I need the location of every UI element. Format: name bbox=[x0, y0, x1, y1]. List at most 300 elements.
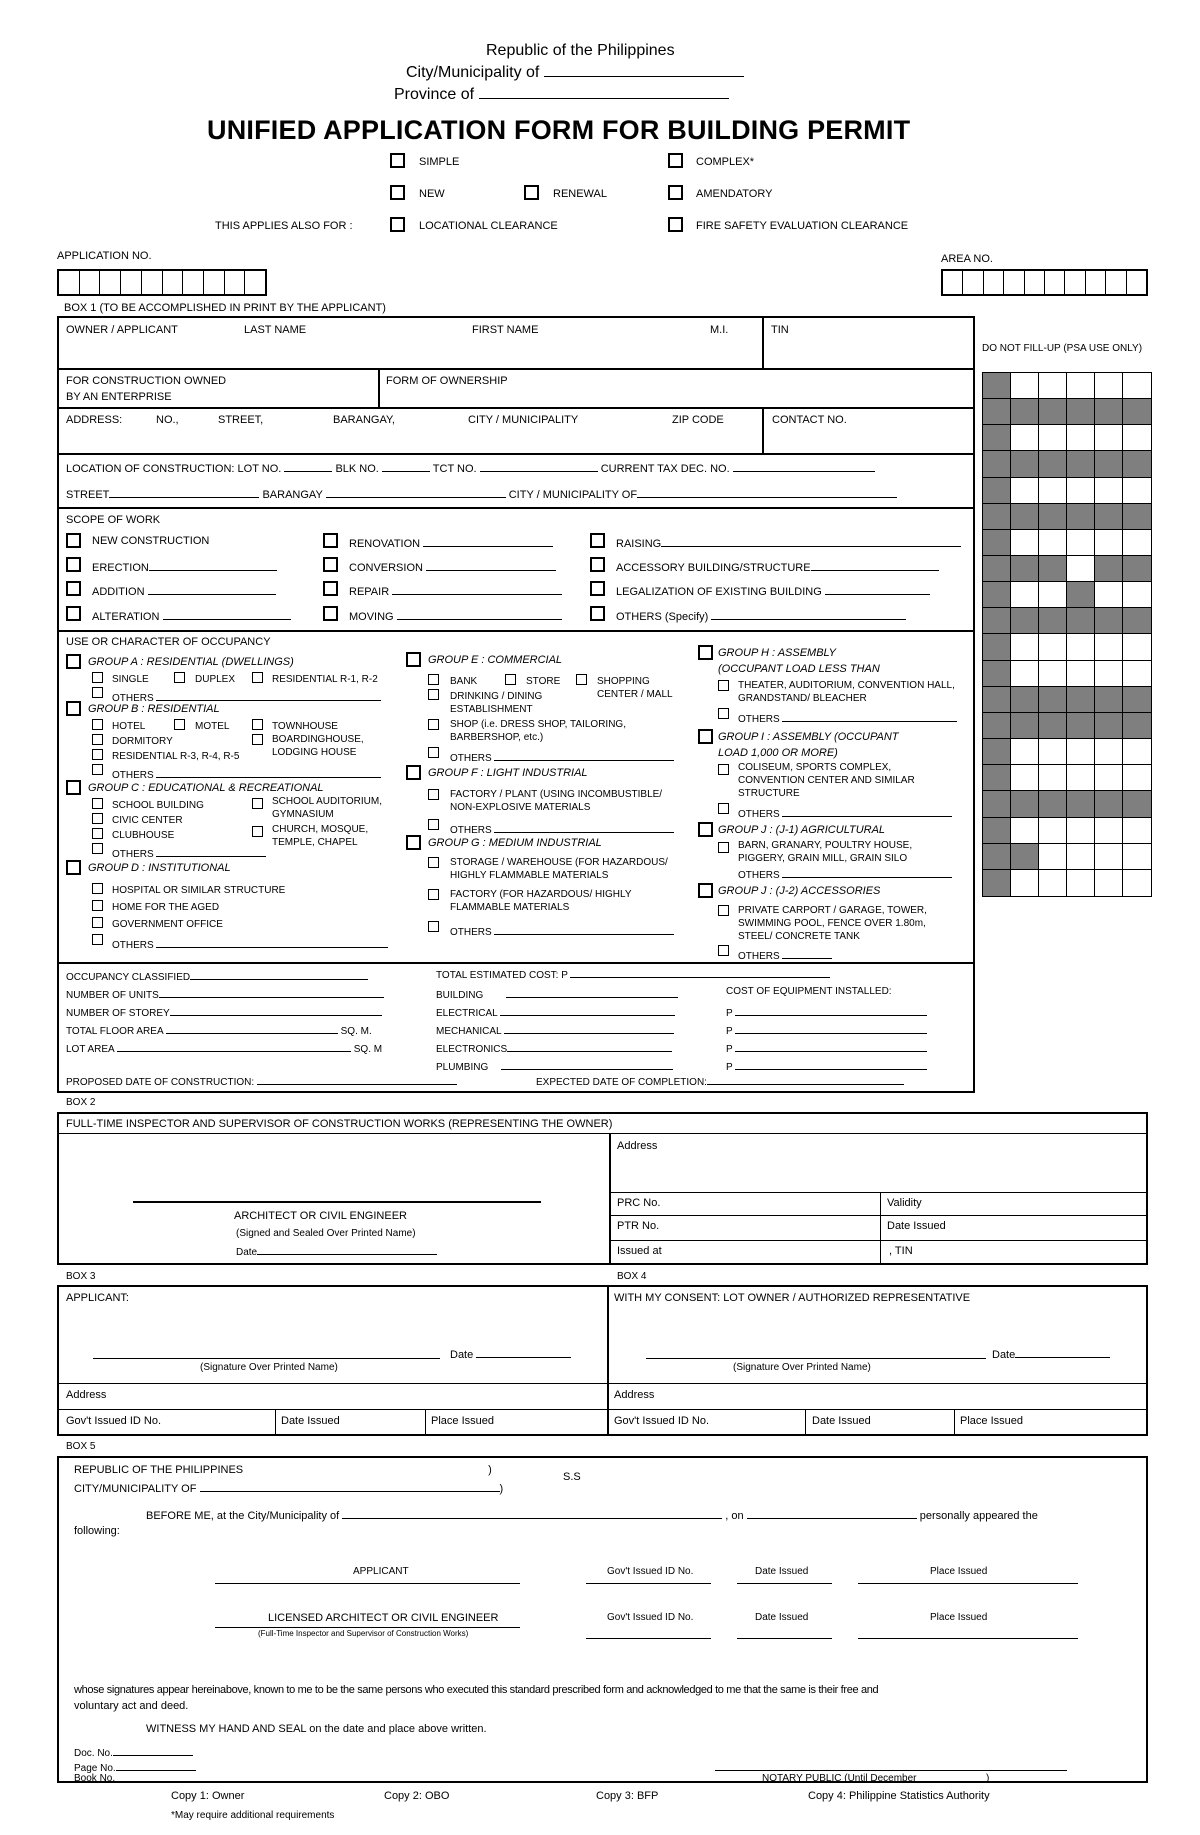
hospital-checkbox[interactable] bbox=[92, 883, 103, 894]
clubhouse-checkbox[interactable] bbox=[92, 828, 103, 839]
additional-requirements-note: *May require additional requirements bbox=[171, 1810, 335, 1821]
storage-warehouse-checkbox[interactable] bbox=[428, 857, 439, 868]
psa-grid-cell bbox=[1011, 634, 1039, 660]
psa-grid-cell bbox=[1011, 687, 1039, 713]
psa-grid-cell bbox=[1039, 634, 1067, 660]
carport-checkbox[interactable] bbox=[718, 905, 729, 916]
accessory-building-label: ACCESSORY BUILDING/STRUCTURE bbox=[616, 559, 939, 575]
consent-date: Date bbox=[992, 1346, 1110, 1362]
group-j1-checkbox[interactable] bbox=[698, 822, 713, 837]
renovation-checkbox[interactable] bbox=[323, 533, 338, 548]
single-checkbox[interactable] bbox=[92, 672, 103, 683]
psa-grid-cell bbox=[1123, 582, 1151, 608]
duplex-label: DUPLEX bbox=[195, 674, 236, 685]
engineer-date: Date bbox=[236, 1243, 437, 1259]
d-others-label: OTHERS bbox=[112, 936, 388, 952]
equipment-mechanical: P bbox=[726, 1022, 927, 1038]
issued-at-label: Issued at bbox=[617, 1245, 662, 1257]
whose-signatures-1: whose signatures appear hereinabove, known to me to be the same persons who executed this standard prescribed form and acknowledged to me that the same is their free and bbox=[74, 1684, 879, 1696]
structure-label: STRUCTURE bbox=[738, 788, 800, 799]
psa-grid-cell bbox=[983, 582, 1011, 608]
psa-grid-cell bbox=[1095, 661, 1123, 687]
shop-checkbox[interactable] bbox=[428, 719, 439, 730]
psa-grid-cell bbox=[1039, 478, 1067, 504]
psa-grid-cell bbox=[1123, 739, 1151, 765]
psa-grid-cell bbox=[1011, 870, 1039, 896]
alteration-label: ALTERATION bbox=[92, 608, 291, 624]
box3-label: BOX 3 bbox=[66, 1271, 96, 1282]
new-label: NEW bbox=[419, 188, 445, 200]
dress-shop-label: SHOP (i.e. DRESS SHOP, TAILORING, bbox=[450, 719, 626, 730]
store-label: STORE bbox=[526, 676, 561, 687]
home-aged-checkbox[interactable] bbox=[92, 900, 103, 911]
e-others-checkbox[interactable] bbox=[428, 747, 439, 758]
psa-grid-cell bbox=[1011, 765, 1039, 791]
scope-heading: SCOPE OF WORK bbox=[66, 514, 161, 526]
r1-r2-checkbox[interactable] bbox=[252, 672, 263, 683]
box5-label: BOX 5 bbox=[66, 1441, 96, 1452]
erection-checkbox[interactable] bbox=[66, 557, 81, 572]
psa-grid-cell bbox=[983, 870, 1011, 896]
center-mall-label: CENTER / MALL bbox=[597, 689, 673, 700]
address-no-label: NO., bbox=[156, 414, 179, 426]
psa-grid-cell bbox=[1011, 791, 1039, 817]
box3-box4 bbox=[57, 1285, 1148, 1436]
box5-gov-id-1: Gov't Issued ID No. bbox=[607, 1566, 694, 1577]
group-b-checkbox[interactable] bbox=[66, 701, 81, 716]
i-others-checkbox[interactable] bbox=[718, 803, 729, 814]
psa-grid-cell bbox=[1067, 844, 1095, 870]
b-others-label: OTHERS bbox=[112, 766, 381, 782]
psa-grid-cell bbox=[1123, 687, 1151, 713]
new-checkbox[interactable] bbox=[390, 185, 405, 200]
group-c-label: GROUP C : EDUCATIONAL & RECREATIONAL bbox=[88, 782, 324, 794]
psa-grid-cell bbox=[1095, 634, 1123, 660]
ptr-label: PTR No. bbox=[617, 1220, 660, 1232]
enterprise-label: FOR CONSTRUCTION OWNED bbox=[66, 375, 227, 387]
psa-grid-cell bbox=[1067, 399, 1095, 425]
school-auditorium-checkbox[interactable] bbox=[252, 798, 263, 809]
psa-grid-cell bbox=[1039, 844, 1067, 870]
civic-center-checkbox[interactable] bbox=[92, 813, 103, 824]
amendatory-checkbox[interactable] bbox=[668, 185, 683, 200]
school-building-checkbox[interactable] bbox=[92, 798, 103, 809]
box5-republic: REPUBLIC OF THE PHILIPPINES ) bbox=[74, 1464, 492, 1476]
page-no: Page No. bbox=[74, 1759, 196, 1775]
equipment-electrical: P bbox=[726, 1004, 927, 1020]
psa-grid-cell bbox=[1039, 451, 1067, 477]
psa-grid-cell bbox=[1095, 582, 1123, 608]
psa-grid-cell bbox=[1067, 765, 1095, 791]
group-i-label-2: LOAD 1,000 OR MORE) bbox=[718, 747, 838, 759]
area-no-label: AREA NO. bbox=[941, 253, 993, 265]
repair-checkbox[interactable] bbox=[323, 581, 338, 596]
group-b-label: GROUP B : RESIDENTIAL bbox=[88, 703, 220, 715]
contact-no-label: CONTACT NO. bbox=[772, 414, 847, 426]
group-d-label: GROUP D : INSTITUTIONAL bbox=[88, 862, 231, 874]
psa-grid-cell bbox=[983, 556, 1011, 582]
total-estimated-cost: TOTAL ESTIMATED COST: P bbox=[436, 966, 830, 982]
applicant-date: Date bbox=[450, 1346, 571, 1362]
a-others-checkbox[interactable] bbox=[92, 687, 103, 698]
group-e-checkbox[interactable] bbox=[406, 652, 421, 667]
r3-r5-checkbox[interactable] bbox=[92, 749, 103, 760]
flammable-label: FLAMMABLE MATERIALS bbox=[450, 902, 570, 913]
psa-grid-cell bbox=[1095, 425, 1123, 451]
box3-address-label: Address bbox=[66, 1389, 107, 1401]
single-label: SINGLE bbox=[112, 674, 149, 685]
group-j1-label: GROUP J : (J-1) AGRICULTURAL bbox=[718, 824, 886, 836]
c-others-label: OTHERS bbox=[112, 845, 266, 861]
building-cost: BUILDING bbox=[436, 986, 678, 1002]
consent-label: WITH MY CONSENT: LOT OWNER / AUTHORIZED REPRESENTATIVE bbox=[614, 1292, 971, 1304]
school-building-label: SCHOOL BUILDING bbox=[112, 800, 204, 811]
psa-grid-cell bbox=[1067, 661, 1095, 687]
grandstand-label: GRANDSTAND/ BLEACHER bbox=[738, 693, 867, 704]
church-checkbox[interactable] bbox=[252, 826, 263, 837]
hospital-label: HOSPITAL OR SIMILAR STRUCTURE bbox=[112, 885, 286, 896]
psa-grid-cell bbox=[1123, 373, 1151, 399]
raising-label: RAISING bbox=[616, 535, 961, 551]
psa-grid-cell bbox=[1039, 556, 1067, 582]
psa-grid-cell bbox=[983, 661, 1011, 687]
expected-completion: EXPECTED DATE OF COMPLETION: bbox=[536, 1073, 904, 1089]
psa-grid-cell bbox=[1095, 399, 1123, 425]
group-d-checkbox[interactable] bbox=[66, 860, 81, 875]
psa-grid-cell bbox=[1067, 530, 1095, 556]
boardinghouse-checkbox[interactable] bbox=[252, 734, 263, 745]
psa-grid-cell bbox=[1067, 818, 1095, 844]
before-me: BEFORE ME, at the City/Municipality of , on personally appeared the bbox=[146, 1507, 1038, 1523]
townhouse-checkbox[interactable] bbox=[252, 719, 263, 730]
box2 bbox=[57, 1112, 1148, 1265]
box5-place-1: Place Issued bbox=[930, 1566, 988, 1577]
psa-grid-cell bbox=[1011, 713, 1039, 739]
renewal-label: RENEWAL bbox=[553, 188, 607, 200]
group-f-checkbox[interactable] bbox=[406, 765, 421, 780]
school-auditorium-label: SCHOOL AUDITORIUM, bbox=[272, 796, 383, 807]
psa-grid-cell bbox=[1095, 765, 1123, 791]
addition-checkbox[interactable] bbox=[66, 581, 81, 596]
psa-grid-cell bbox=[983, 818, 1011, 844]
motel-checkbox[interactable] bbox=[174, 719, 185, 730]
psa-grid-cell bbox=[1039, 661, 1067, 687]
conversion-checkbox[interactable] bbox=[323, 557, 338, 572]
dormitory-checkbox[interactable] bbox=[92, 734, 103, 745]
psa-grid-cell bbox=[1011, 739, 1039, 765]
tin-label: TIN bbox=[771, 324, 789, 336]
f-others-checkbox[interactable] bbox=[428, 819, 439, 830]
psa-grid-cell bbox=[1039, 713, 1067, 739]
psa-grid-cell bbox=[1123, 661, 1151, 687]
box4-date-issued-label: Date Issued bbox=[812, 1415, 871, 1427]
renewal-checkbox[interactable] bbox=[524, 185, 539, 200]
group-g-checkbox[interactable] bbox=[406, 835, 421, 850]
number-units: NUMBER OF UNITS bbox=[66, 986, 384, 1002]
first-name-label: FIRST NAME bbox=[472, 324, 539, 336]
occupancy-heading: USE OR CHARACTER OF OCCUPANCY bbox=[66, 636, 271, 648]
group-a-label: GROUP A : RESIDENTIAL (DWELLINGS) bbox=[88, 656, 294, 668]
number-storey: NUMBER OF STOREY bbox=[66, 1004, 382, 1020]
factory-hazardous-checkbox[interactable] bbox=[428, 889, 439, 900]
psa-grid-cell bbox=[1123, 504, 1151, 530]
factory-hazardous-label: FACTORY (FOR HAZARDOUS/ HIGHLY bbox=[450, 889, 632, 900]
psa-grid-cell bbox=[1011, 608, 1039, 634]
h-others-label: OTHERS bbox=[738, 710, 957, 726]
storage-warehouse-label: STORAGE / WAREHOUSE (FOR HAZARDOUS/ bbox=[450, 857, 668, 868]
j2-others-label: OTHERS bbox=[738, 947, 832, 963]
psa-grid-cell bbox=[983, 425, 1011, 451]
psa-grid-cell bbox=[983, 634, 1011, 660]
church-label: CHURCH, MOSQUE, bbox=[272, 824, 369, 835]
box2-tin-label: , TIN bbox=[889, 1245, 913, 1257]
legalization-label: LEGALIZATION OF EXISTING BUILDING bbox=[616, 583, 930, 599]
location-line-1: LOCATION OF CONSTRUCTION: LOT NO. BLK NO. TCT NO. CURRENT TAX DEC. NO. bbox=[66, 460, 875, 476]
scope-others-label: OTHERS (Specify) bbox=[616, 608, 906, 624]
group-g-label: GROUP G : MEDIUM INDUSTRIAL bbox=[428, 837, 602, 849]
c-others-checkbox[interactable] bbox=[92, 843, 103, 854]
last-name-label: LAST NAME bbox=[244, 324, 307, 336]
application-no-field[interactable] bbox=[57, 269, 267, 296]
copy4-label: Copy 4: Philippine Statistics Authority bbox=[808, 1790, 990, 1802]
alteration-checkbox[interactable] bbox=[66, 606, 81, 621]
zip-code-label: ZIP CODE bbox=[672, 414, 724, 426]
psa-grid-cell bbox=[983, 504, 1011, 530]
following-label: following: bbox=[74, 1525, 120, 1537]
plumbing-cost: PLUMBING bbox=[436, 1058, 673, 1074]
bank-label: BANK bbox=[450, 676, 478, 687]
h-others-checkbox[interactable] bbox=[718, 708, 729, 719]
address-barangay-label: BARANGAY, bbox=[333, 414, 395, 426]
engineer-label: ARCHITECT OR CIVIL ENGINEER bbox=[234, 1210, 407, 1222]
g-others-label: OTHERS bbox=[450, 923, 674, 939]
equipment-electronics: P bbox=[726, 1040, 927, 1056]
locational-checkbox[interactable] bbox=[390, 217, 405, 232]
psa-grid-cell bbox=[1095, 713, 1123, 739]
dining-checkbox[interactable] bbox=[428, 689, 439, 700]
box3-date-issued-label: Date Issued bbox=[281, 1415, 340, 1427]
psa-grid-cell bbox=[1039, 530, 1067, 556]
j2-others-checkbox[interactable] bbox=[718, 945, 729, 956]
shopping-center-checkbox[interactable] bbox=[576, 674, 587, 685]
moving-label: MOVING bbox=[349, 608, 562, 624]
barn-checkbox[interactable] bbox=[718, 842, 729, 853]
psa-grid-cell bbox=[1039, 739, 1067, 765]
whose-signatures-2: voluntary act and deed. bbox=[74, 1700, 189, 1712]
psa-grid-cell bbox=[983, 844, 1011, 870]
j1-others-label: OTHERS bbox=[738, 866, 952, 882]
psa-grid-cell bbox=[1123, 425, 1151, 451]
psa-grid-cell bbox=[1011, 582, 1039, 608]
box5-date-issued-1: Date Issued bbox=[755, 1566, 809, 1577]
complex-label: COMPLEX* bbox=[696, 156, 755, 168]
republic-heading: Republic of the Philippines bbox=[486, 42, 675, 59]
group-j2-label: GROUP J : (J-2) ACCESSORIES bbox=[718, 885, 881, 897]
total-floor-area: TOTAL FLOOR AREA SQ. M. bbox=[66, 1022, 372, 1038]
factory-incombustible-label: FACTORY / PLANT (USING INCOMBUSTIBLE/ bbox=[450, 789, 663, 800]
psa-grid-cell bbox=[1067, 373, 1095, 399]
convention-center-label: CONVENTION CENTER AND SIMILAR bbox=[738, 775, 915, 786]
group-i-checkbox[interactable] bbox=[698, 729, 713, 744]
b-others-checkbox[interactable] bbox=[92, 764, 103, 775]
electronics-cost: ELECTRONICS bbox=[436, 1040, 672, 1056]
r1-r2-label: RESIDENTIAL R-1, R-2 bbox=[272, 674, 378, 685]
addition-label: ADDITION bbox=[92, 583, 276, 599]
equipment-cost-heading: COST OF EQUIPMENT INSTALLED: bbox=[726, 986, 892, 997]
box5-applicant-label: APPLICANT bbox=[353, 1566, 409, 1577]
signed-sealed-label: (Signed and Sealed Over Printed Name) bbox=[236, 1228, 416, 1239]
psa-grid-cell bbox=[1123, 844, 1151, 870]
psa-grid-cell bbox=[1011, 399, 1039, 425]
simple-label: SIMPLE bbox=[419, 156, 460, 168]
equipment-plumbing: P bbox=[726, 1058, 927, 1074]
government-office-checkbox[interactable] bbox=[92, 917, 103, 928]
psa-grid-cell bbox=[1011, 478, 1039, 504]
psa-grid-cell bbox=[983, 530, 1011, 556]
psa-use-grid bbox=[982, 372, 1152, 897]
duplex-checkbox[interactable] bbox=[174, 672, 185, 683]
box1-heading: BOX 1 (TO BE ACCOMPLISHED IN PRINT BY THE APPLICANT) bbox=[64, 302, 386, 314]
psa-grid-cell bbox=[1067, 451, 1095, 477]
psa-grid-cell bbox=[1095, 530, 1123, 556]
psa-grid-cell bbox=[1123, 713, 1151, 739]
city-heading: City/Municipality of bbox=[406, 65, 744, 80]
psa-grid-cell bbox=[1067, 504, 1095, 530]
area-no-field[interactable] bbox=[941, 269, 1148, 296]
home-aged-label: HOME FOR THE AGED bbox=[112, 902, 220, 913]
group-h-checkbox[interactable] bbox=[698, 645, 713, 660]
new-construction-label: NEW CONSTRUCTION bbox=[92, 535, 210, 547]
applicant-label: APPLICANT: bbox=[66, 1292, 129, 1304]
psa-grid-cell bbox=[1095, 687, 1123, 713]
psa-grid-cell bbox=[1095, 870, 1123, 896]
dormitory-label: DORMITORY bbox=[112, 736, 173, 747]
psa-grid-cell bbox=[1095, 478, 1123, 504]
hotel-checkbox[interactable] bbox=[92, 719, 103, 730]
psa-grid-cell bbox=[1067, 582, 1095, 608]
book-no: Book No. bbox=[74, 1773, 116, 1782]
address-city-label: CITY / MUNICIPALITY bbox=[468, 414, 579, 426]
validity-label: Validity bbox=[887, 1197, 922, 1209]
piggery-label: PIGGERY, GRAIN MILL, GRAIN SILO bbox=[738, 853, 908, 864]
boardinghouse-label: BOARDINGHOUSE, bbox=[272, 734, 364, 745]
prc-label: PRC No. bbox=[617, 1197, 661, 1209]
coliseum-label: COLISEUM, SPORTS COMPLEX, bbox=[738, 762, 892, 773]
psa-grid-cell bbox=[1123, 634, 1151, 660]
psa-grid-cell bbox=[1067, 478, 1095, 504]
steel-tank-label: STEEL/ CONCRETE TANK bbox=[738, 931, 860, 942]
psa-grid-cell bbox=[983, 713, 1011, 739]
psa-grid-cell bbox=[1011, 451, 1039, 477]
scope-others-checkbox[interactable] bbox=[590, 606, 605, 621]
bank-checkbox[interactable] bbox=[428, 674, 439, 685]
psa-grid-cell bbox=[1123, 399, 1151, 425]
factory-incombustible-checkbox[interactable] bbox=[428, 789, 439, 800]
mi-label: M.I. bbox=[710, 324, 729, 336]
psa-grid-cell bbox=[1067, 870, 1095, 896]
barbershop-label: BARBERSHOP, etc.) bbox=[450, 732, 544, 743]
gymnasium-label: GYMNASIUM bbox=[272, 809, 334, 820]
box2-address-label: Address bbox=[617, 1140, 658, 1152]
psa-grid-cell bbox=[1123, 478, 1151, 504]
g-others-checkbox[interactable] bbox=[428, 921, 439, 932]
psa-grid-cell bbox=[983, 399, 1011, 425]
psa-grid-cell bbox=[983, 791, 1011, 817]
lot-area: LOT AREA SQ. M bbox=[66, 1040, 382, 1056]
psa-grid-cell bbox=[983, 765, 1011, 791]
psa-grid-cell bbox=[1123, 530, 1151, 556]
theater-checkbox[interactable] bbox=[718, 680, 729, 691]
psa-grid-cell bbox=[1095, 608, 1123, 634]
flammable-materials-label: HIGHLY FLAMMABLE MATERIALS bbox=[450, 870, 609, 881]
group-j2-checkbox[interactable] bbox=[698, 883, 713, 898]
psa-grid-cell bbox=[1039, 399, 1067, 425]
a-others-label: OTHERS bbox=[112, 689, 381, 705]
electrical-cost: ELECTRICAL bbox=[436, 1004, 675, 1020]
box4-gov-id-label: Gov't Issued ID No. bbox=[614, 1415, 710, 1427]
psa-grid-cell bbox=[983, 478, 1011, 504]
psa-grid-cell bbox=[1067, 556, 1095, 582]
psa-grid-cell bbox=[1123, 818, 1151, 844]
box4-label: BOX 4 bbox=[617, 1271, 647, 1282]
group-c-checkbox[interactable] bbox=[66, 780, 81, 795]
raising-checkbox[interactable] bbox=[590, 533, 605, 548]
box4-address-label: Address bbox=[614, 1389, 655, 1401]
psa-grid-cell bbox=[1095, 451, 1123, 477]
renovation-label: RENOVATION bbox=[349, 535, 553, 551]
box2-heading: FULL-TIME INSPECTOR AND SUPERVISOR OF CONSTRUCTION WORKS (REPRESENTING THE OWNER) bbox=[66, 1118, 613, 1130]
legalization-checkbox[interactable] bbox=[590, 581, 605, 596]
e-others-label: OTHERS bbox=[450, 749, 674, 765]
mechanical-cost: MECHANICAL bbox=[436, 1022, 674, 1038]
group-a-checkbox[interactable] bbox=[66, 654, 81, 669]
applicant-signature-label: (Signature Over Printed Name) bbox=[200, 1362, 338, 1373]
psa-grid-cell bbox=[1095, 844, 1123, 870]
owner-name-input[interactable] bbox=[64, 340, 754, 366]
lodging-house-label: LODGING HOUSE bbox=[272, 747, 357, 758]
hotel-label: HOTEL bbox=[112, 721, 146, 732]
new-construction-checkbox[interactable] bbox=[66, 533, 81, 548]
copy3-label: Copy 3: BFP bbox=[596, 1790, 659, 1802]
group-i-label: GROUP I : ASSEMBLY (OCCUPANT bbox=[718, 731, 899, 743]
simple-checkbox[interactable] bbox=[390, 153, 405, 168]
accessory-building-checkbox[interactable] bbox=[590, 557, 605, 572]
application-no-label: APPLICATION NO. bbox=[57, 250, 152, 262]
fire-safety-checkbox[interactable] bbox=[668, 217, 683, 232]
amendatory-label: AMENDATORY bbox=[696, 188, 773, 200]
psa-grid-cell bbox=[1123, 608, 1151, 634]
psa-grid-cell bbox=[1067, 739, 1095, 765]
store-checkbox[interactable] bbox=[505, 674, 516, 685]
d-others-checkbox[interactable] bbox=[92, 934, 103, 945]
psa-grid-cell bbox=[1011, 661, 1039, 687]
carport-label: PRIVATE CARPORT / GARAGE, TOWER, bbox=[738, 905, 927, 916]
psa-grid-cell bbox=[1011, 818, 1039, 844]
moving-checkbox[interactable] bbox=[323, 606, 338, 621]
complex-checkbox[interactable] bbox=[668, 153, 683, 168]
coliseum-checkbox[interactable] bbox=[718, 764, 729, 775]
fire-safety-label: FIRE SAFETY EVALUATION CLEARANCE bbox=[696, 220, 909, 232]
barn-label: BARN, GRANARY, POULTRY HOUSE, bbox=[738, 840, 913, 851]
psa-grid-cell bbox=[1011, 844, 1039, 870]
conversion-label: CONVERSION bbox=[349, 559, 556, 575]
psa-grid-cell bbox=[1067, 713, 1095, 739]
government-office-label: GOVERNMENT OFFICE bbox=[112, 919, 223, 930]
box3-gov-id-label: Gov't Issued ID No. bbox=[66, 1415, 162, 1427]
psa-grid-cell bbox=[1095, 739, 1123, 765]
box5-city: CITY/MUNICIPALITY OF ) bbox=[74, 1480, 503, 1496]
consent-signature-label: (Signature Over Printed Name) bbox=[733, 1362, 871, 1373]
